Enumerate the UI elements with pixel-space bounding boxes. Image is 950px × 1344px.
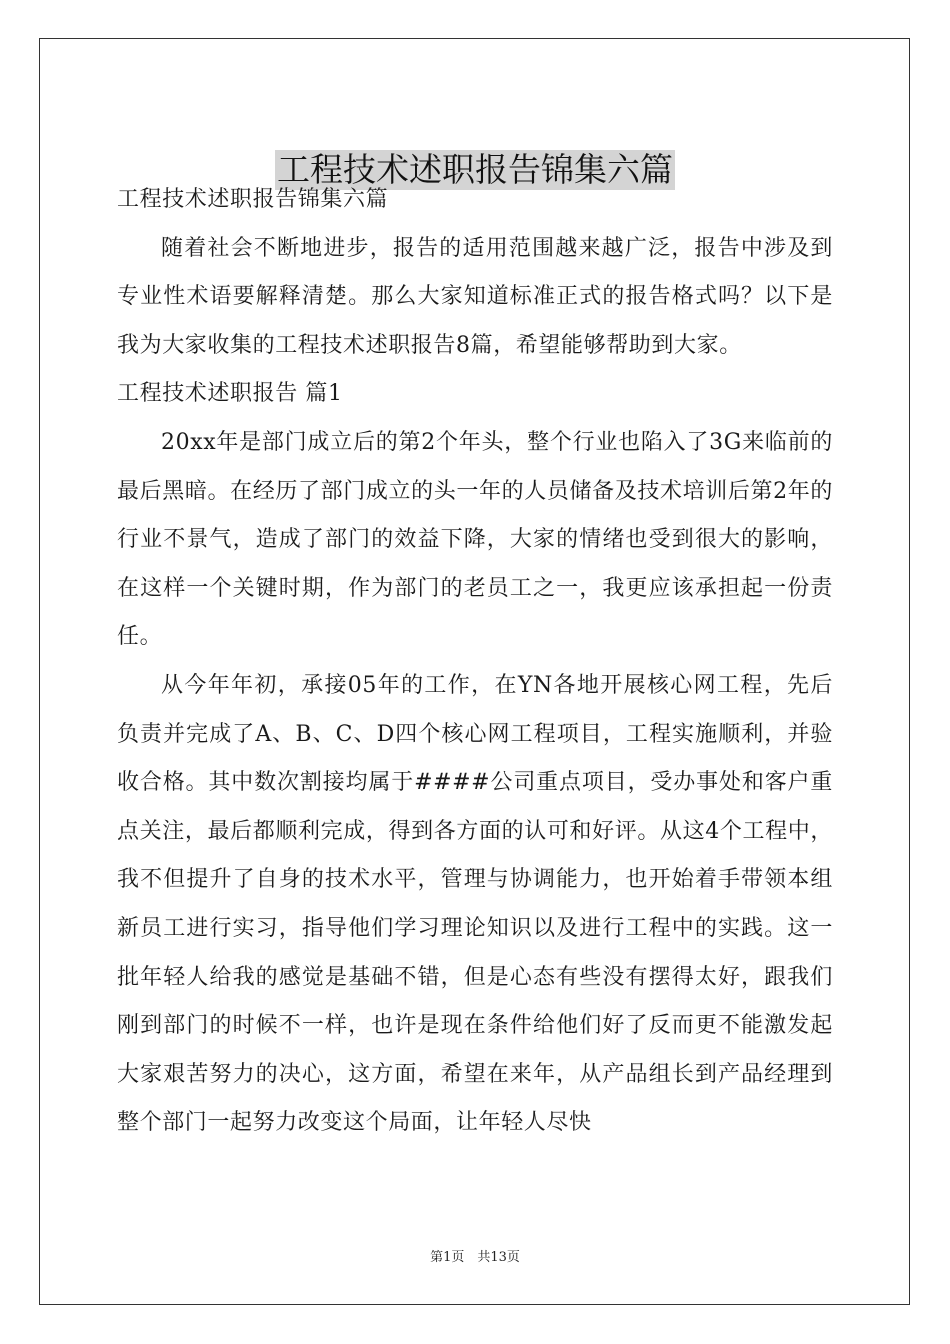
intro-paragraph: 随着社会不断地进步，报告的适用范围越来越广泛，报告中涉及到专业性术语要解释清楚。那么大家知道标准正式的报告格式吗？以下是我为大家收集的工程技术述职报告8篇，希望能够帮助到大家。 <box>117 235 833 358</box>
body-paragraph-1: 20xx年是部门成立后的第2个年头，整个行业也陷入了3G来临前的最后黑暗。在经历了部门成立的头一年的人员储备及技术培训后第2年的行业不景气，造成了部门的效益下降，大家的情绪也受到很大的影响，在这样一个关键时期，作为部门的老员工之一，我更应该承担起一份责任。 <box>117 429 833 650</box>
subtitle-line: 工程技术述职报告锦集六篇 <box>117 187 389 212</box>
body-paragraph-2: 从今年年初，承接05年的工作，在YN各地开展核心网工程，先后负责并完成了A、B、C、D四个核心网工程项目，工程实施顺利，并验收合格。其中数次割接均属于####公司重点项目，受办事处和客户重点关注，最后都顺利完成，得到各方面的认可和好评。从这4个工程中，我不但提升了自身的技术水平，管理与协调能力，也开始着手带领本组新员工进行实习，指导他们学习理论知识以及进行工程中的实践。这一批年轻人给我的感觉是基础不错，但是心态有些没有摆得太好，跟我们刚到部门的时候不一样，也许是现在条件给他们好了反而更不能激发起大家艰苦努力的决心，这方面，希望在来年，从产品组长到产品经理到整个部门一起努力改变这个局面，让年轻人尽快 <box>117 672 833 1136</box>
section-heading: 工程技术述职报告 篇1 <box>117 381 343 407</box>
page-footer: 第1页 共13页 <box>430 1250 520 1265</box>
document-body <box>117 176 833 1148</box>
document-title: 工程技术述职报告锦集六篇 <box>277 150 673 190</box>
